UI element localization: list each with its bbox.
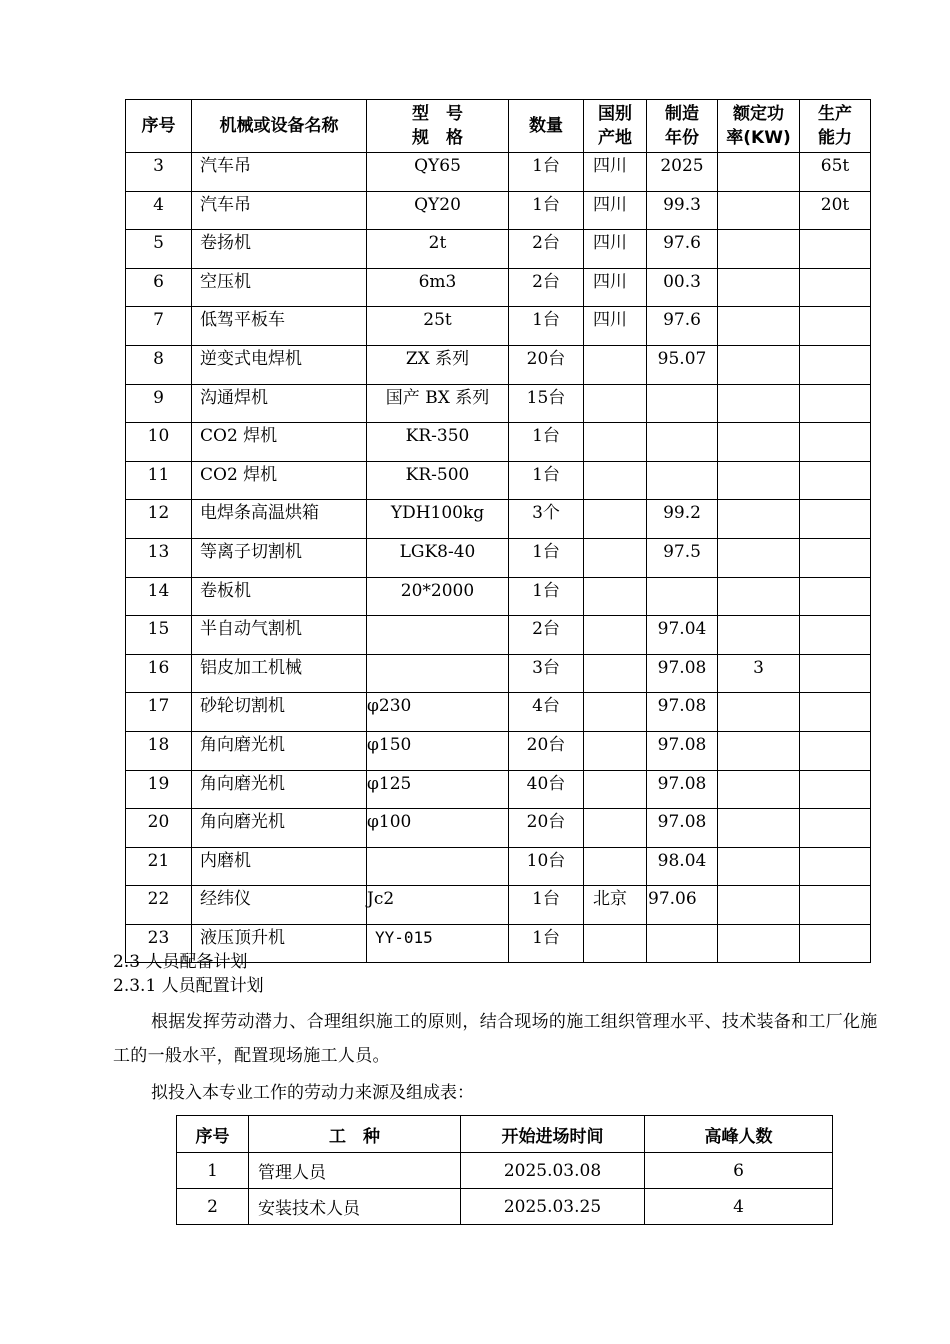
cell-origin [584,345,647,384]
cell-capacity [800,809,871,848]
cell-capacity [800,268,871,307]
labor-cell-trade: 管理人员 [249,1153,461,1189]
cell-name: 砂轮切割机 [192,693,367,732]
cell-origin [584,809,647,848]
cell-index: 3 [126,153,192,192]
cell-capacity [800,384,871,423]
cell-year: 97.08 [647,809,718,848]
cell-capacity [800,886,871,925]
cell-name: 等离子切割机 [192,538,367,577]
cell-power [718,847,800,886]
cell-model: QY20 [367,191,509,230]
cell-year: 97.5 [647,538,718,577]
cell-origin [584,616,647,655]
cell-name: 电焊条高温烘箱 [192,500,367,539]
cell-origin [584,924,647,963]
labor-table [176,1115,833,1225]
cell-power [718,384,800,423]
cell-name: 汽车吊 [192,191,367,230]
cell-model: φ100 [367,809,509,848]
cell-model: LGK8-40 [367,538,509,577]
cell-origin: 四川 [584,307,647,346]
header-year-line2: 年份 [665,128,699,148]
cell-model: KR-500 [367,461,509,500]
cell-quantity: 20台 [509,731,584,770]
cell-name: 逆变式电焊机 [192,345,367,384]
cell-capacity [800,924,871,963]
cell-name: 空压机 [192,268,367,307]
cell-model: φ230 [367,693,509,732]
cell-capacity [800,654,871,693]
cell-quantity: 2台 [509,268,584,307]
cell-origin [584,577,647,616]
cell-name: 经纬仪 [192,886,367,925]
cell-quantity: 2台 [509,230,584,269]
labor-header-trade: 工 种 [249,1116,461,1153]
cell-quantity: 3台 [509,654,584,693]
cell-origin: 四川 [584,268,647,307]
cell-index: 11 [126,461,192,500]
table-row [126,230,871,269]
cell-model: 20*2000 [367,577,509,616]
cell-index: 17 [126,693,192,732]
table-row [126,384,871,423]
cell-power [718,809,800,848]
cell-power [718,191,800,230]
cell-power [718,153,800,192]
cell-name: CO2 焊机 [192,461,367,500]
cell-name: 角向磨光机 [192,731,367,770]
equipment-table [125,99,871,963]
header-name: 机械或设备名称 [192,100,367,153]
cell-year: 97.04 [647,616,718,655]
cell-index: 14 [126,577,192,616]
cell-power [718,616,800,655]
cell-origin [584,384,647,423]
table-row [126,538,871,577]
cell-year: 97.6 [647,230,718,269]
cell-year: 2025 [647,153,718,192]
labor-cell-peak: 6 [645,1153,833,1189]
cell-origin [584,654,647,693]
cell-power [718,461,800,500]
cell-year: 00.3 [647,268,718,307]
cell-capacity [800,770,871,809]
cell-year: 95.07 [647,345,718,384]
header-origin-line1: 国别 [598,104,632,124]
cell-power [718,423,800,462]
cell-capacity [800,847,871,886]
table-row [126,345,871,384]
table-row [126,654,871,693]
header-power [718,100,800,153]
cell-origin [584,500,647,539]
cell-model: φ125 [367,770,509,809]
cell-year: 99.3 [647,191,718,230]
cell-name: 汽车吊 [192,153,367,192]
header-capacity-line1: 生产 [818,104,852,124]
cell-origin: 四川 [584,191,647,230]
cell-name: 角向磨光机 [192,770,367,809]
cell-index: 12 [126,500,192,539]
cell-index: 13 [126,538,192,577]
header-year [647,100,718,153]
cell-quantity: 1台 [509,191,584,230]
cell-capacity [800,731,871,770]
header-origin [584,100,647,153]
cell-quantity: 2台 [509,616,584,655]
cell-quantity: 40台 [509,770,584,809]
cell-quantity: 1台 [509,461,584,500]
cell-origin [584,461,647,500]
paragraph-intro: 根据发挥劳动潜力、合理组织施工的原则，结合现场的施工组织管理水平、技术装备和工厂化施工的一般水平，配置现场施工人员。 [113,1012,878,1066]
cell-name: 液压顶升机 [192,924,367,963]
cell-model [367,616,509,655]
cell-power: 3 [718,654,800,693]
header-model [367,100,509,153]
cell-index: 9 [126,384,192,423]
cell-quantity: 1台 [509,423,584,462]
cell-index: 10 [126,423,192,462]
table-row [177,1153,833,1189]
cell-power [718,731,800,770]
cell-origin: 四川 [584,230,647,269]
cell-power [718,770,800,809]
cell-origin [584,538,647,577]
cell-year [647,924,718,963]
cell-power [718,577,800,616]
cell-origin [584,693,647,732]
cell-capacity [800,577,871,616]
table-row [126,770,871,809]
header-quantity: 数量 [509,100,584,153]
table-row [126,307,871,346]
cell-year [647,577,718,616]
cell-year: 97.08 [647,731,718,770]
labor-cell-start-date: 2025.03.08 [461,1153,645,1189]
header-model-line2: 规 格 [412,128,463,148]
cell-model: 6m3 [367,268,509,307]
cell-quantity: 1台 [509,538,584,577]
cell-power [718,924,800,963]
cell-year: 97.08 [647,693,718,732]
header-capacity-line2: 能力 [818,128,852,148]
cell-index: 6 [126,268,192,307]
cell-name: 低驾平板车 [192,307,367,346]
cell-year: 97.08 [647,654,718,693]
cell-model [367,654,509,693]
cell-capacity [800,345,871,384]
cell-power [718,268,800,307]
cell-origin [584,731,647,770]
cell-name: 角向磨光机 [192,809,367,848]
cell-index: 22 [126,886,192,925]
cell-index: 4 [126,191,192,230]
cell-year [647,423,718,462]
labor-table-body [177,1153,833,1225]
cell-power [718,693,800,732]
section-heading: 2.3 人员配备计划 [113,952,248,972]
cell-model: φ150 [367,731,509,770]
table-row [126,191,871,230]
labor-cell-index: 2 [177,1189,249,1225]
cell-power [718,345,800,384]
cell-index: 18 [126,731,192,770]
cell-year: 97.06 [647,886,718,925]
table-row [177,1189,833,1225]
cell-origin [584,423,647,462]
table-row [126,500,871,539]
cell-model: YY-015 [367,924,509,963]
cell-quantity: 15台 [509,384,584,423]
cell-origin: 北京 [584,886,647,925]
table-row [126,809,871,848]
cell-quantity: 1台 [509,886,584,925]
labor-cell-trade: 安装技术人员 [249,1189,461,1225]
header-capacity [800,100,871,153]
cell-index: 19 [126,770,192,809]
cell-index: 23 [126,924,192,963]
cell-index: 16 [126,654,192,693]
cell-year: 97.08 [647,770,718,809]
labor-header-peak: 高峰人数 [645,1116,833,1153]
cell-model: Jc2 [367,886,509,925]
cell-name: 沟通焊机 [192,384,367,423]
cell-capacity [800,423,871,462]
cell-year: 99.2 [647,500,718,539]
equipment-table-header [126,100,871,153]
header-power-line1: 额定功 [733,104,784,124]
cell-model: 2t [367,230,509,269]
header-year-line1: 制造 [665,104,699,124]
cell-capacity: 20t [800,191,871,230]
cell-index: 8 [126,345,192,384]
table-row [126,153,871,192]
cell-model [367,847,509,886]
cell-quantity: 4台 [509,693,584,732]
cell-capacity [800,307,871,346]
cell-index: 15 [126,616,192,655]
cell-model: KR-350 [367,423,509,462]
cell-capacity [800,538,871,577]
cell-quantity: 1台 [509,307,584,346]
subsection-heading: 2.3.1 人员配置计划 [113,976,264,996]
cell-year: 97.6 [647,307,718,346]
cell-power [718,886,800,925]
labor-table-header [177,1116,833,1153]
cell-quantity: 1台 [509,153,584,192]
cell-quantity: 3个 [509,500,584,539]
cell-capacity [800,693,871,732]
cell-capacity [800,230,871,269]
header-index: 序号 [126,100,192,153]
cell-origin [584,847,647,886]
labor-header-start-date: 开始进场时间 [461,1116,645,1153]
header-power-line2: 率(KW) [726,128,791,148]
table-row [126,616,871,655]
table-row [126,693,871,732]
labor-header-index: 序号 [177,1116,249,1153]
cell-name: 内磨机 [192,847,367,886]
cell-name: 卷扬机 [192,230,367,269]
cell-name: 半自动气割机 [192,616,367,655]
cell-origin [584,770,647,809]
table-row [126,461,871,500]
header-origin-line2: 产地 [598,128,632,148]
cell-year: 98.04 [647,847,718,886]
cell-year [647,384,718,423]
labor-cell-start-date: 2025.03.25 [461,1189,645,1225]
table-row [126,847,871,886]
cell-name: 卷板机 [192,577,367,616]
table-row [126,577,871,616]
cell-model: 国产 BX 系列 [367,384,509,423]
cell-model: 25t [367,307,509,346]
header-model-line1: 型 号 [412,104,463,124]
cell-index: 20 [126,809,192,848]
cell-year [647,461,718,500]
cell-origin: 四川 [584,153,647,192]
cell-capacity [800,461,871,500]
labor-cell-index: 1 [177,1153,249,1189]
cell-power [718,538,800,577]
cell-quantity: 10台 [509,847,584,886]
cell-name: CO2 焊机 [192,423,367,462]
cell-capacity [800,500,871,539]
table-row [126,731,871,770]
cell-quantity: 20台 [509,345,584,384]
cell-model: YDH100kg [367,500,509,539]
cell-quantity: 20台 [509,809,584,848]
cell-capacity [800,616,871,655]
cell-index: 5 [126,230,192,269]
paragraph-table-caption: 拟投入本专业工作的劳动力来源及组成表： [151,1083,474,1103]
equipment-table-body [126,153,871,963]
cell-index: 21 [126,847,192,886]
cell-index: 7 [126,307,192,346]
cell-capacity: 65t [800,153,871,192]
table-row [126,423,871,462]
labor-cell-peak: 4 [645,1189,833,1225]
cell-power [718,307,800,346]
table-row [126,886,871,925]
cell-name: 铝皮加工机械 [192,654,367,693]
cell-quantity: 1台 [509,577,584,616]
cell-power [718,230,800,269]
cell-quantity: 1台 [509,924,584,963]
cell-model: QY65 [367,153,509,192]
cell-model: ZX 系列 [367,345,509,384]
cell-power [718,500,800,539]
table-row [126,268,871,307]
